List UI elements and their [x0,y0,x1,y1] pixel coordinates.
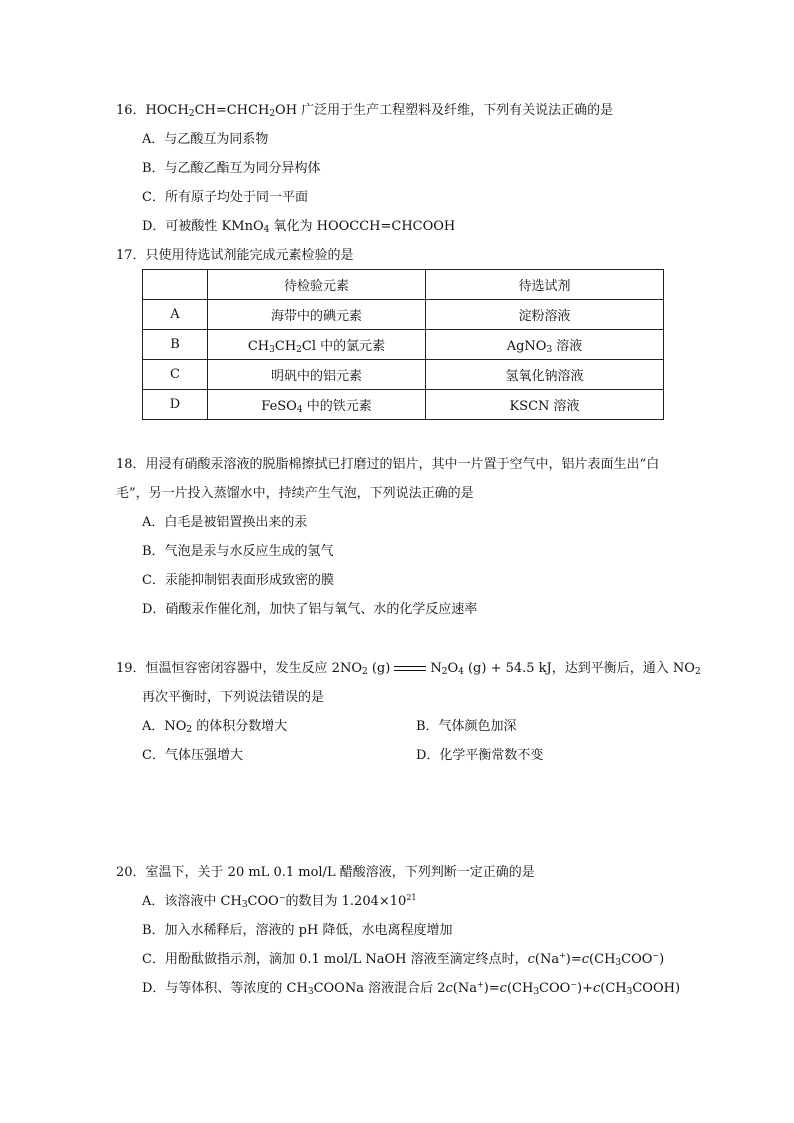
q20-option-b: B．加入水稀释后，溶液的 pH 降低，水电离程度增加 [142,923,453,938]
q18-stem-line2: 毛”，另一片投入蒸馏水中，持续产生气泡，下列说法正确的是 [116,486,474,501]
q16-stem: 16．$HOCH_2CH=CHCH_2OH$ 广泛用于生产工程塑料及纤维，下列有关说法正确的是 [116,103,614,119]
row-label: A [143,300,208,330]
row-label: D [143,390,208,420]
reagent-table [142,269,664,420]
table-header-cell [143,270,208,300]
q18-stem-line1: 18．用浸有硝酸汞溶液的脱脂棉擦拭已打磨过的铝片，其中一片置于空气中，铝片表面生出“白 [116,457,660,472]
q18-option-d: D．硝酸汞作催化剂，加快了铝与氧气、水的化学反应速率 [142,602,478,617]
q18-option-b: B．气泡是汞与水反应生成的氢气 [142,544,334,559]
row-element: 海带中的碘元素 [208,300,426,330]
q16-option-b: B．与乙酸乙酯互为同分异构体 [142,161,321,176]
row-label: C [143,360,208,390]
q19-stem-line1: 19．恒温恒容密闭容器中，发生反应 $2NO_2$ (g) $N_2O_4$ (g) + 54.5 kJ，达到平衡后，通入 $NO_2$ [116,661,701,677]
table-row [143,300,664,330]
q18-option-c: C．汞能抑制铝表面形成致密的膜 [142,573,334,588]
row-reagent: AgNO$_3$ 溶液 [426,330,664,360]
q16-option-a: A．与乙酸互为同系物 [142,132,269,147]
row-reagent: 淀粉溶液 [426,300,664,330]
q20-option-d: D．与等体积、等浓度的 $CH_3COONa$ 溶液混合后 $2c(Na^+)=c(CH_3COO^-)+c(CH_3COOH)$ [142,980,681,997]
q18-option-a: A．白毛是被铝置换出来的汞 [142,515,308,530]
table-row [143,360,664,390]
row-reagent: 氢氧化钠溶液 [426,360,664,390]
equilibrium-arrow-icon [394,666,426,671]
table-row [143,330,664,360]
q16-option-d: D．可被酸性 KMnO$_4$ 氧化为 HOOCCH=CHCOOH [142,219,456,235]
row-element: $CH_3CH_2Cl$ 中的氯元素 [208,330,426,360]
q20-stem: 20．室温下，关于 20 mL 0.1 mol/L 醋酸溶液，下列判断一定正确的是 [116,865,535,880]
q19-option-c: C．气体压强增大 [142,748,243,763]
q19-option-d: D．化学平衡常数不变 [416,748,544,763]
table-row [143,390,664,420]
q20-option-a: A．该溶液中 $CH_3COO^-$的数目为 $1.204\times 10^{21}$ [142,893,417,910]
q16-option-c: C．所有原子均处于同一平面 [142,190,308,205]
table-header-cell: 待检验元素 [208,270,426,300]
q17-stem: 17．只使用待选试剂能完成元素检验的是 [116,248,354,263]
row-label: B [143,330,208,360]
row-reagent: KSCN 溶液 [426,390,664,420]
q19-option-a: A．$NO_2$ 的体积分数增大 [142,719,288,735]
table-header-cell: 待选试剂 [426,270,664,300]
q20-option-c: C．用酚酞做指示剂，滴加 0.1 mol/L NaOH 溶液至滴定终点时，$c(Na^+)=c(CH_3COO^-)$ [142,951,665,968]
row-element: 明矾中的铝元素 [208,360,426,390]
table-header-row [143,270,664,300]
q19-stem-line2: 再次平衡时，下列说法错误的是 [142,690,325,705]
q19-option-b: B．气体颜色加深 [416,719,517,734]
row-element: FeSO$_4$ 中的铁元素 [208,390,426,420]
